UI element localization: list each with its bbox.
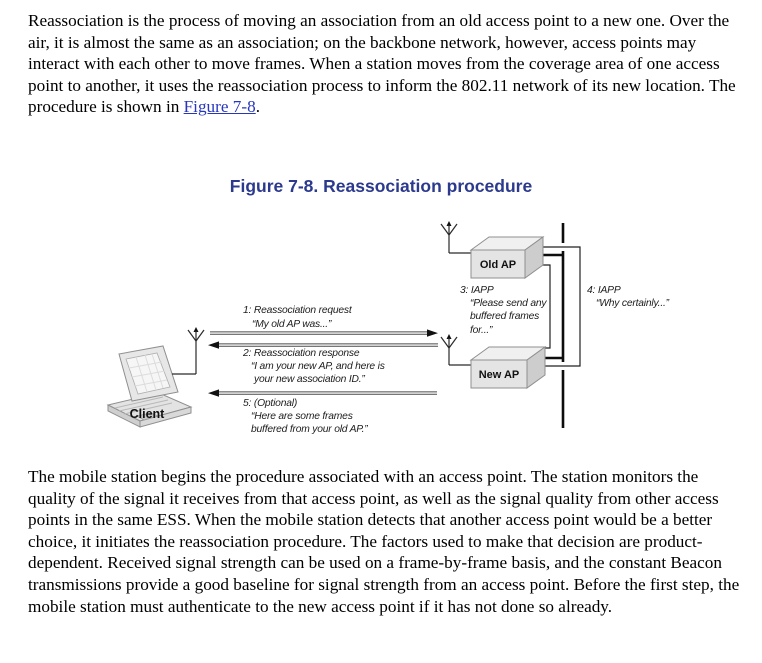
msg5-line2: “Here are some frames [251, 411, 353, 422]
msg4-line2: “Why certainly...” [596, 298, 669, 309]
msg5-line1: 5: (Optional) [243, 398, 298, 409]
client-label: Client [129, 407, 165, 421]
msg5-line3: buffered from your old AP.” [251, 424, 368, 435]
msg3-line2: “Please send any [470, 298, 547, 309]
msg1-line1: 1: Reassociation request [243, 305, 352, 316]
figure-title: Figure 7-8. Reassociation procedure [229, 176, 533, 196]
old-ap-box [471, 237, 543, 278]
msg3-line1: 3: IAPP [460, 285, 494, 296]
msg1-label [243, 305, 353, 330]
msg2-line1: 2: Reassociation response [243, 348, 360, 359]
buffered-frames-arrow [208, 389, 437, 396]
figure-7-8-link[interactable]: Figure 7-8 [183, 97, 256, 117]
intro-paragraph [28, 10, 742, 118]
new-ap-label: New AP [478, 369, 520, 381]
old-ap-antenna-icon [441, 221, 471, 253]
new-ap-box [471, 347, 545, 388]
msg2-line2: “I am your new AP, and here is [251, 361, 385, 372]
intro-text: Reassociation is the process of moving an association from an old access point to a new one. Over the air, it is almost the same as an association; on the backbone network, however, access points may interact with each other to move frames. When a station moves from the coverage area of one access point to another, it uses the reassociation process to inform the 802.11 network of its new location. The procedure is shown in [28, 11, 736, 117]
msg3-label [460, 285, 547, 336]
reassociation-request-arrow [210, 329, 438, 336]
msg2-line3: your new association ID.” [254, 374, 365, 385]
intro-text-period: . [255, 97, 261, 117]
old-ap-label: Old AP [479, 259, 517, 271]
msg1-line2: “My old AP was...” [252, 319, 332, 330]
msg2-label [242, 348, 385, 385]
client-antenna-icon [172, 327, 204, 374]
msg3-line4: for...” [470, 325, 493, 336]
new-ap-antenna-icon [441, 334, 471, 365]
msg4-line1: 4: IAPP [587, 285, 621, 296]
msg5-label [243, 398, 368, 435]
body-paragraph: The mobile station begins the procedure associated with an access point. The station monitors the quality of the signal it receives from that access point, as well as the signal quality from other access points in the same ESS. When the mobile station detects that another access point would be a better choice, it initiates the reassociation procedure. The factors used to make that decision are product-dependent. Received signal strength can be used on a frame-by-frame basis, and the constant Beacon transmissions provide a good baseline for signal strength from an access point. Before the first step, the mobile station must authenticate to the new access point if it has not done so already. [28, 467, 740, 616]
msg4-label [587, 285, 670, 309]
reassociation-diagram [0, 216, 762, 448]
msg3-line3: buffered frames [470, 311, 540, 322]
